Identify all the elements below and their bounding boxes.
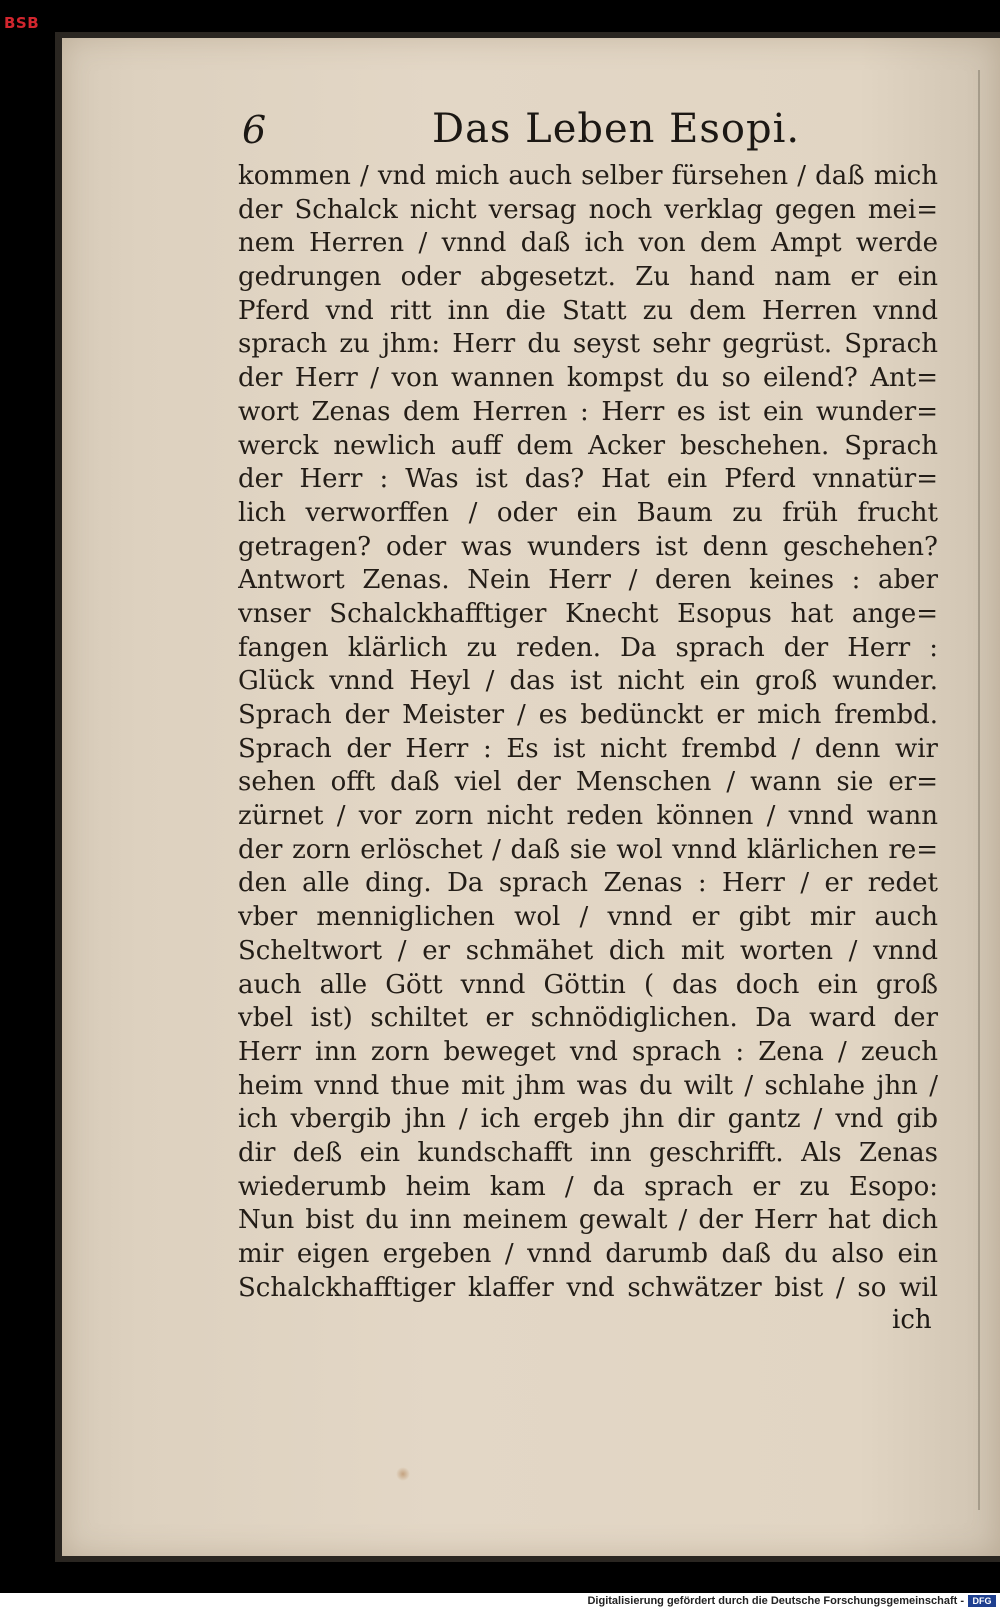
text-line: Herr inn zorn beweget vnd sprach : Zena / zeuch [238,1036,938,1067]
text-line: der zorn erlöschet / daß sie wol vnnd klärlichen re= [238,834,938,865]
text-line: der Herr / von wannen kompst du so eilend? Ant= [238,363,938,394]
text-line: gedrungen oder abgesetzt. Zu hand nam er ein [238,262,938,293]
text-line: getragen? oder was wunders ist denn geschehen? [238,531,938,562]
text-line: vnser Schalckhafftiger Knecht Esopus hat ange= [238,598,938,629]
text-line: Scheltwort / er schmähet dich mit worten / vnnd [238,935,938,966]
text-line: lich verworffen / oder ein Baum zu früh frucht [238,497,938,528]
text-line: dir deß ein kundschafft inn geschrifft. Als Zenas [238,1137,938,1168]
text-line: Glück vnnd Heyl / das ist nicht ein groß wunder. [238,666,938,697]
text-line: fangen klärlich zu reden. Da sprach der Herr : [238,632,938,663]
text-line: Sprach der Meister / es bedünckt er mich frembd. [238,700,938,730]
running-head: Das Leben Esopi. [432,106,801,152]
text-line: Nun bist du inn meinem gewalt / der Herr hat dich [238,1205,938,1236]
library-mark: BSB [4,14,40,32]
text-line: wiederumb heim kam / da sprach er zu Esopo: [238,1171,938,1202]
text-line: vbel ist) schiltet er schnödiglichen. Da ward der [238,1003,938,1034]
paper-stain [396,1467,410,1481]
text-line: auch alle Gött vnnd Göttin ( das doch ein groß [238,969,938,1000]
text-line: heim vnnd thue mit jhm was du wilt / schlahe jhn / [238,1070,938,1101]
text-line: der Schalck nicht versag noch verklag gegen mei= [238,194,938,225]
text-line: sprach zu jhm: Herr du seyst sehr gegrüst. Sprach [238,329,938,360]
text-line: werck newlich auff dem Acker beschehen. Sprach [238,430,938,461]
text-line: Schalckhafftiger klaffer vnd schwätzer bist / so wil [238,1272,938,1303]
page-edge-line [978,70,980,1510]
text-line: zürnet / vor zorn nicht reden können / vnnd wann [238,801,938,832]
catchword: ich [892,1305,932,1335]
text-line: kommen / vnd mich auch selber fürsehen / daß mich [238,161,938,191]
text-line: Pferd vnd ritt inn die Statt zu dem Herren vnnd [238,295,938,326]
text-line: mir eigen ergeben / vnnd darumb daß du also ein [238,1239,938,1269]
text-line: vber menniglichen wol / vnnd er gibt mir auch [238,902,938,933]
text-line: der Herr : Was ist das? Hat ein Pferd vnnatür= [238,464,938,495]
text-line: ich vbergib jhn / ich ergeb jhn dir gantz / vnd gib [238,1104,938,1135]
text-line: den alle ding. Da sprach Zenas : Herr / er redet [238,868,938,899]
text-line: wort Zenas dem Herren : Herr es ist ein wunder= [238,396,938,427]
dfg-logo: DFG [968,1595,996,1607]
text-line: Antwort Zenas. Nein Herr / deren keines : aber [238,565,938,596]
text-line: sehen offt daß viel der Menschen / wann sie er= [238,767,938,798]
text-line: nem Herren / vnnd daß ich von dem Ampt werde [238,228,938,259]
page-number: 6 [242,108,267,152]
body-text [238,160,938,1305]
text-line: Sprach der Herr : Es ist nicht frembd / denn wir [238,733,938,764]
footer-credit: Digitalisierung gefördert durch die Deutsche Forschungsgemeinschaft - [587,1595,964,1607]
